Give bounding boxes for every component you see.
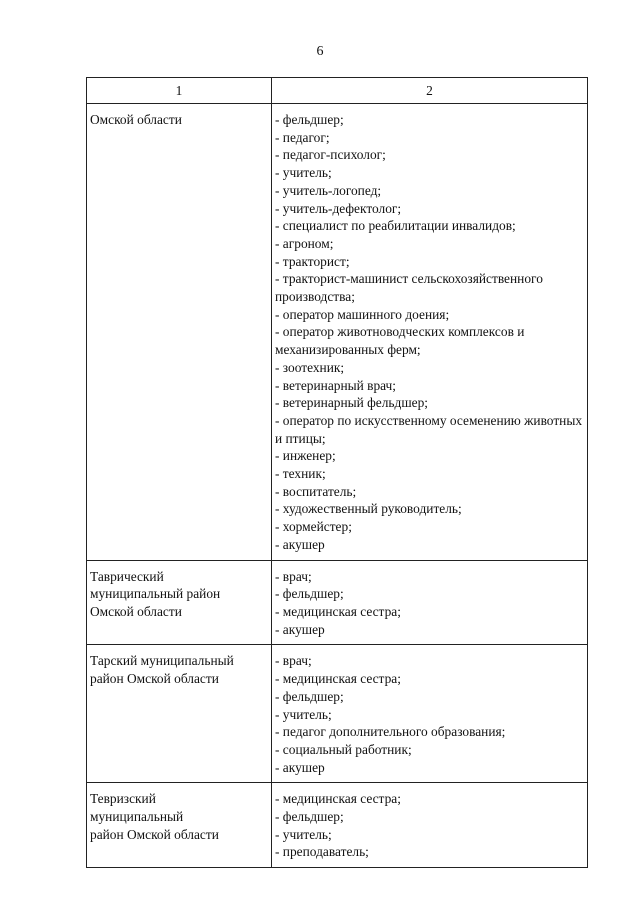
profession-item: - оператор по искусственному осеменению животных и птицы;	[275, 412, 583, 446]
profession-item: - педагог;	[275, 129, 330, 145]
profession-item: - агроном;	[275, 235, 334, 251]
region-cell	[87, 783, 272, 868]
table-row	[87, 560, 588, 645]
table-body	[87, 104, 588, 868]
region-cell	[87, 560, 272, 645]
profession-item: - оператор животноводческих комплексов и механизированных ферм;	[275, 324, 525, 358]
profession-item: - хормейстер;	[275, 519, 352, 535]
region-name-line: Тарский муниципальный	[90, 653, 234, 669]
profession-item: - учитель-дефектолог;	[275, 200, 402, 216]
region-cell	[87, 645, 272, 783]
profession-item: - акушер	[275, 536, 325, 552]
table-row	[87, 783, 588, 868]
professions-cell	[272, 783, 588, 868]
profession-item: - медицинская сестра;	[275, 603, 401, 619]
region-name-line: район Омской области	[90, 671, 219, 687]
profession-item: - педагог-психолог;	[275, 147, 386, 163]
professions-cell	[272, 104, 588, 561]
profession-item: - фельдшер;	[275, 586, 344, 602]
column-header-2: 2	[272, 78, 588, 104]
profession-item: - учитель;	[275, 826, 332, 842]
profession-item: - специалист по реабилитации инвалидов;	[275, 218, 516, 234]
profession-item: - зоотехник;	[275, 359, 345, 375]
profession-item: - техник;	[275, 466, 326, 482]
region-name-line: муниципальный	[90, 809, 184, 825]
profession-item: - воспитатель;	[275, 483, 357, 499]
page-number: 6	[316, 44, 324, 59]
profession-item: - педагог дополнительного образования;	[275, 724, 506, 740]
region-name-line: Тевризский	[90, 791, 156, 807]
profession-item: - учитель;	[275, 165, 332, 181]
profession-item: - акушер	[275, 621, 325, 637]
profession-item: - тракторист;	[275, 253, 350, 269]
profession-item: - врач;	[275, 653, 312, 669]
profession-item: - инженер;	[275, 448, 336, 464]
professions-cell	[272, 645, 588, 783]
profession-item: - социальный работник;	[275, 741, 412, 757]
professions-table	[86, 77, 588, 868]
profession-item: - фельдшер;	[275, 809, 344, 825]
profession-item: - ветеринарный фельдшер;	[275, 395, 429, 411]
region-name-line: Омской области	[90, 603, 182, 619]
profession-item: - акушер	[275, 759, 325, 775]
table-row	[87, 645, 588, 783]
profession-item: - фельдшер;	[275, 112, 344, 127]
region-name-line: Таврический	[90, 568, 164, 584]
profession-item: - медицинская сестра;	[275, 671, 401, 687]
region-name-line: район Омской области	[90, 826, 219, 842]
profession-item: - художественный руководитель;	[275, 501, 462, 517]
profession-item: - тракторист-машинист сельскохозяйственного производства;	[275, 271, 543, 305]
profession-item: - фельдшер;	[275, 688, 344, 704]
profession-item: - врач;	[275, 568, 312, 584]
region-name-line: муниципальный район	[90, 586, 221, 602]
profession-item: - оператор машинного доения;	[275, 306, 450, 322]
professions-cell	[272, 560, 588, 645]
table-row	[87, 104, 588, 561]
table-header-row	[87, 78, 588, 104]
region-name-line: Омской области	[90, 112, 182, 127]
profession-item: - учитель-логопед;	[275, 182, 382, 198]
profession-item: - учитель;	[275, 706, 332, 722]
region-cell	[87, 104, 272, 561]
profession-item: - медицинская сестра;	[275, 791, 401, 807]
profession-item: - ветеринарный врач;	[275, 377, 397, 393]
column-header-1: 1	[87, 78, 272, 104]
profession-item: - преподаватель;	[275, 844, 369, 860]
